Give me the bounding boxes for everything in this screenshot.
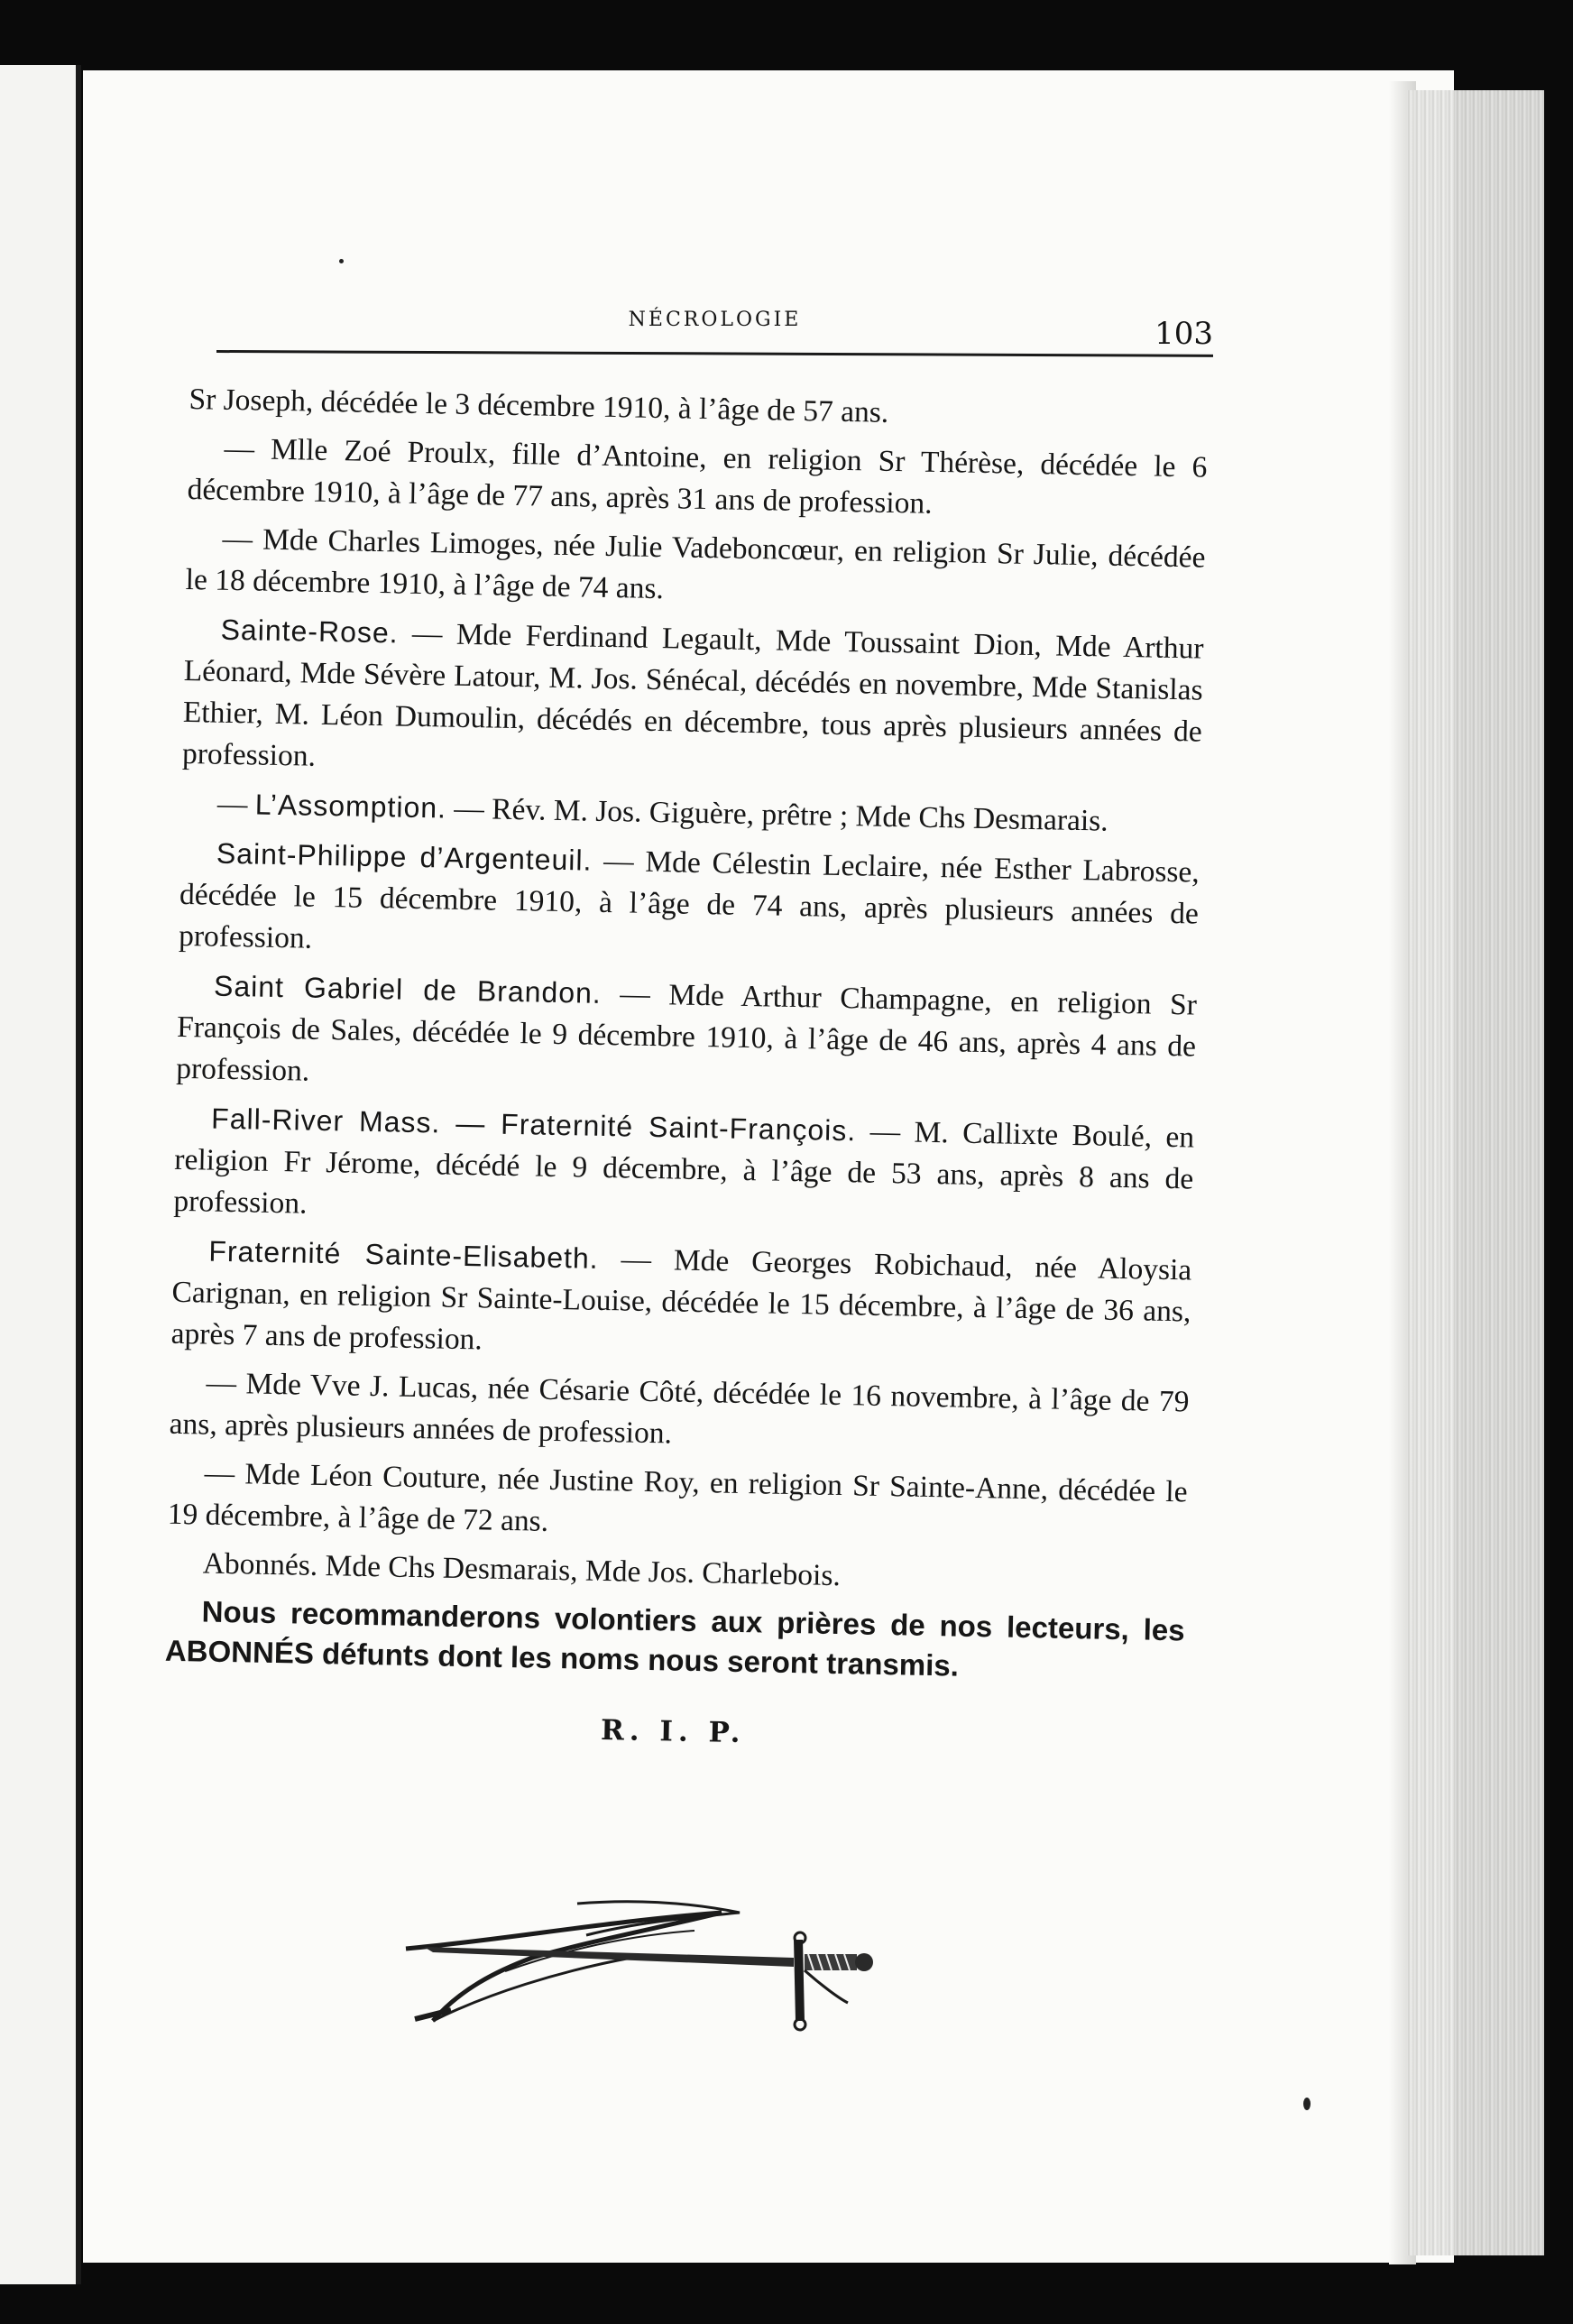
paragraph: Saint-Philippe d’Argenteuil. — Mde Célestin Leclaire, née Esther Labrosse, décédée le 15 décembre 1910, à l’âge de 74 ans, après plusieurs années de profession.	[178, 836, 1200, 955]
obituary-text	[163, 379, 1209, 1762]
page-header	[216, 298, 1213, 352]
paragraph: Fall-River Mass. — Fraternité Saint-François. — M. Callixte Boulé, en religion Fr Jérome, décédé le 9 décembre, à l’âge de 53 ans, après 8 ans de profession.	[173, 1102, 1195, 1221]
paragraph: Saint Gabriel de Brandon. — Mde Arthur Champagne, en religion Sr François de Sales, décédée le 9 décembre 1910, à l’âge de 46 ans, après 4 ans de profession.	[175, 969, 1198, 1088]
paragraph: — Mlle Zoé Proulx, fille d’Antoine, en religion Sr Thérèse, décédée le 6 décembre 1910, à l’âge de 77 ans, après 31 ans de profession.	[187, 431, 1208, 521]
subscriber-notice: Nous recommanderons volontiers aux prières de nos lecteurs, les ABONNÉS défunts dont les noms nous seront transmis.	[164, 1594, 1185, 1683]
page-stack-edges	[1407, 90, 1544, 2255]
place-name: Fraternité Sainte-Elisabeth.	[208, 1234, 599, 1275]
place-name: Saint Gabriel de Brandon.	[213, 969, 603, 1010]
print-speck	[1303, 2098, 1311, 2110]
palm-and-sword-icon	[397, 1886, 938, 2066]
paragraph: — Mde Léon Couture, née Justine Roy, en religion Sr Sainte-Anne, décédée le 19 décembre, à l’âge de 72 ans.	[167, 1456, 1188, 1538]
place-name: Fall-River Mass. — Fraternité Saint-François.	[210, 1102, 857, 1148]
place-name: L’Assomption.	[254, 788, 447, 825]
paragraph: Sainte-Rose. — Mde Ferdinand Legault, Mde Toussaint Dion, Mde Arthur Léonard, Mde Sévère Latour, M. Jos. Sénécal, décédés en novembre, Mde Stanislas Ethier, M. Léon Dumoulin, décédés en décembre, tous après plusieurs années de profession.	[181, 613, 1204, 773]
place-name: Saint-Philippe d’Argenteuil.	[216, 836, 593, 877]
paragraph: Sr Joseph, décédée le 3 décembre 1910, à l’âge de 57 ans.	[189, 382, 889, 429]
paragraph: — L’Assomption. — Rév. M. Jos. Giguère, prêtre ; Mde Chs Desmarais.	[216, 787, 1108, 838]
paragraph: — Mde Vve J. Lucas, née Césarie Côté, décédée le 16 novembre, à l’âge de 79 ans, après plusieurs années de profession.	[169, 1366, 1190, 1451]
paragraph: Fraternité Sainte-Elisabeth. — Mde Georges Robichaud, née Aloysia Carignan, en religion Sr Sainte-Louise, décédée le 15 décembre, à l’âge de 36 ans, après 7 ans de profession.	[170, 1234, 1192, 1357]
paragraph: Abonnés. Mde Chs Desmarais, Mde Jos. Charlebois.	[202, 1546, 842, 1593]
facing-page-edge	[0, 65, 81, 2284]
running-title: NÉCROLOGIE	[628, 309, 802, 331]
place-name: Sainte-Rose.	[220, 613, 399, 650]
paragraph: — Mde Charles Limoges, née Julie Vadeboncœur, en religion Sr Julie, décédée le 18 décembre 1910, à l’âge de 74 ans.	[185, 521, 1206, 606]
page-number: 103	[1154, 316, 1213, 352]
rip-closing: R. I. P.	[600, 1714, 746, 1750]
print-speck	[339, 259, 344, 263]
